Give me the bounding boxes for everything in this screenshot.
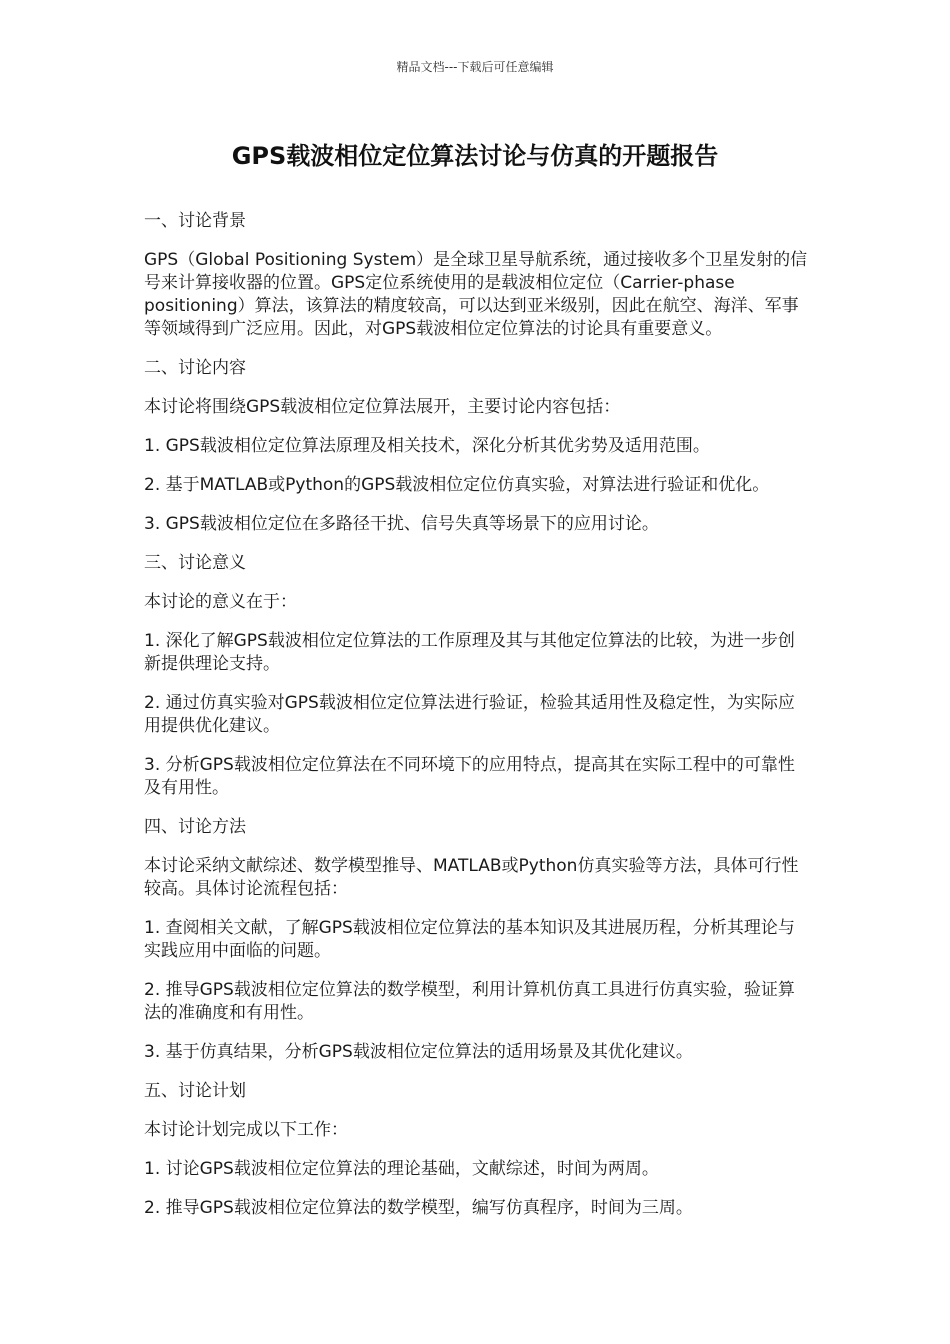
paragraph-significance-intro: 本讨论的意义在于： (144, 592, 297, 612)
paragraph-methods-intro: 本讨论采纳文献综述、数学模型推导、MATLAB或Python仿真实验等方法，具体可行性较高。具体讨论流程包括： (144, 856, 799, 899)
list-item-methods-2: 2. 推导GPS载波相位定位算法的数学模型，利用计算机仿真工具进行仿真实验，验证算法的准确度和有用性。 (144, 980, 795, 1023)
section-heading-content: 二、讨论内容 (144, 358, 246, 378)
list-item-content-2: 2. 基于MATLAB或Python的GPS载波相位定位仿真实验，对算法进行验证和优化。 (144, 475, 770, 495)
list-item-significance-1: 1. 深化了解GPS载波相位定位算法的工作原理及其与其他定位算法的比较，为进一步创新提供理论支持。 (144, 631, 795, 674)
list-item-plan-1: 1. 讨论GPS载波相位定位算法的理论基础，文献综述，时间为两周。 (144, 1159, 659, 1179)
paragraph-plan-intro: 本讨论计划完成以下工作： (144, 1120, 348, 1140)
list-item-significance-3: 3. 分析GPS载波相位定位算法在不同环境下的应用特点，提高其在实际工程中的可靠性及有用性。 (144, 755, 795, 798)
section-heading-plan: 五、讨论计划 (144, 1081, 246, 1101)
paragraph-content-intro: 本讨论将围绕GPS载波相位定位算法展开，主要讨论内容包括： (144, 397, 621, 417)
document-title: GPS载波相位定位算法讨论与仿真的开题报告 (231, 142, 719, 170)
section-heading-significance: 三、讨论意义 (144, 553, 246, 573)
section-heading-methods: 四、讨论方法 (144, 817, 246, 837)
list-item-significance-2: 2. 通过仿真实验对GPS载波相位定位算法进行验证，检验其适用性及稳定性，为实际应用提供优化建议。 (144, 693, 795, 736)
document-body (144, 210, 808, 1236)
list-item-methods-3: 3. 基于仿真结果，分析GPS载波相位定位算法的适用场景及其优化建议。 (144, 1042, 693, 1062)
paragraph-background: GPS（Global Positioning System）是全球卫星导航系统，通过接收多个卫星发射的信号来计算接收器的位置。GPS定位系统使用的是载波相位定位（Carrier-phase positioning）算法，该算法的精度较高，可以达到亚米级别，因此在航空、海洋、军事等领域得到广泛应用。因此，对GPS载波相位定位算法的讨论具有重要意义。 (144, 250, 808, 339)
list-item-methods-1: 1. 查阅相关文献，了解GPS载波相位定位算法的基本知识及其进展历程，分析其理论与实践应用中面临的问题。 (144, 918, 795, 961)
list-item-content-1: 1. GPS载波相位定位算法原理及相关技术，深化分析其优劣势及适用范围。 (144, 436, 710, 456)
page-header-note: 精品文档---下载后可任意编辑 (396, 60, 554, 74)
list-item-plan-2: 2. 推导GPS载波相位定位算法的数学模型，编写仿真程序，时间为三周。 (144, 1198, 693, 1218)
list-item-content-3: 3. GPS载波相位定位在多路径干扰、信号失真等场景下的应用讨论。 (144, 514, 659, 534)
section-heading-background: 一、讨论背景 (144, 211, 246, 231)
